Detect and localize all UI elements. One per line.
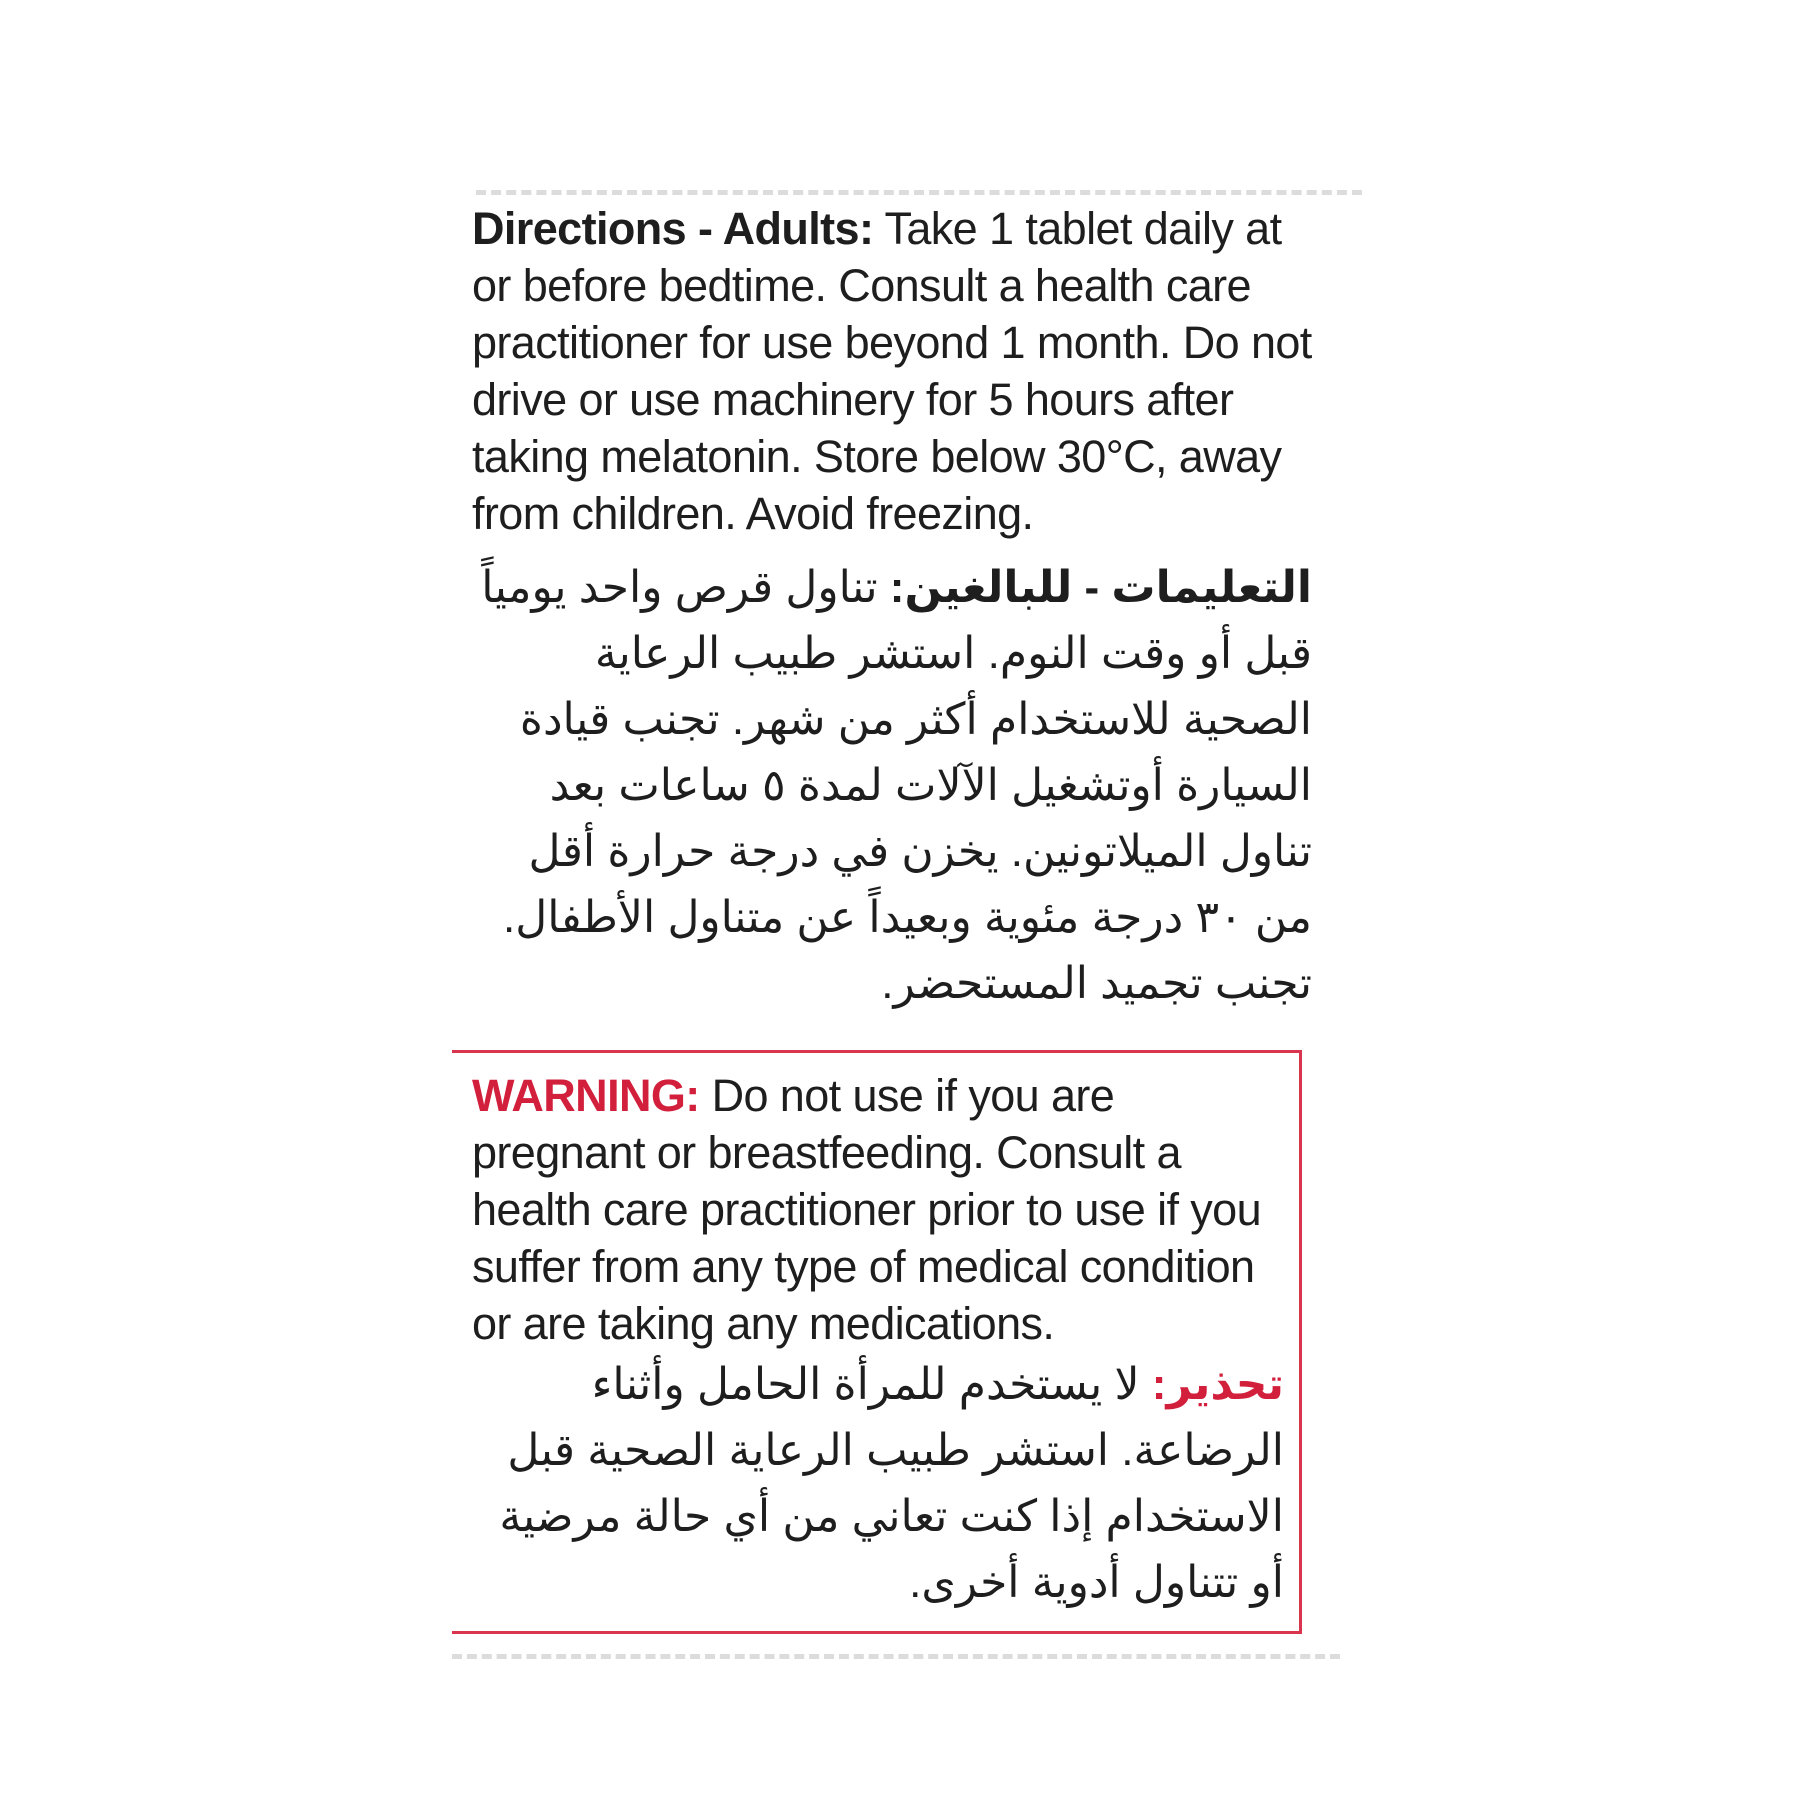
bottom-dashed-divider	[452, 1654, 1340, 1659]
warning-arabic	[492, 1352, 1284, 1616]
warning-arabic-heading: تحذير:	[1151, 1360, 1284, 1409]
directions-english-text: Take 1 tablet daily at or before bedtime. Consult a health care practitioner for use beyond 1 month. Do not drive or use machinery for 5 hours after taking melatonin. Store below 30°C, away from children. Avoid freezing.	[472, 203, 1312, 539]
top-dashed-divider	[476, 190, 1362, 195]
warning-english-heading: WARNING:	[472, 1070, 700, 1121]
warning-english-text: Do not use if you are pregnant or breastfeeding. Consult a health care practitioner prior to use if you suffer from any type of medical condition or are taking any medications.	[472, 1070, 1262, 1349]
directions-arabic-text: تناول قرص واحد يومياً قبل أو وقت النوم. استشر طبيب الرعاية الصحية للاستخدام أكثر من شهر. تجنب قيادة السيارة أوتشغيل الآلات لمدة ٥ ساعات بعد تناول الميلاتونين. يخزن في درجة حرارة أقل من ٣٠ درجة مئوية وبعيداً عن متناول الأطفال. تجنب تجميد المستحضر.	[481, 563, 1312, 1008]
directions-english	[472, 200, 1332, 542]
directions-arabic	[480, 555, 1312, 1017]
warning-arabic-text: لا يستخدم للمرأة الحامل وأثناء الرضاعة. استشر طبيب الرعاية الصحية قبل الاستخدام إذا كنت تعاني من أي حالة مرضية أو تتناول أدوية أخرى.	[499, 1360, 1284, 1607]
directions-arabic-heading: التعليمات - للبالغين:	[889, 563, 1312, 612]
warning-english	[472, 1067, 1292, 1352]
directions-english-heading: Directions - Adults:	[472, 203, 874, 254]
